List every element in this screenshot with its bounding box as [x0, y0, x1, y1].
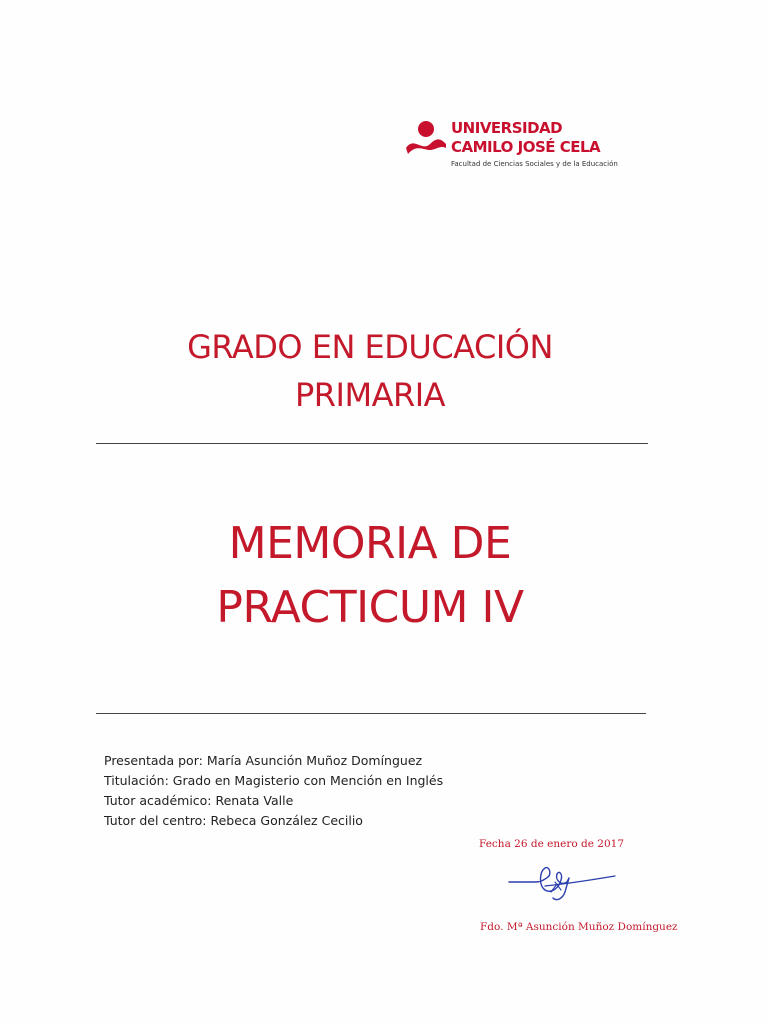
academic-tutor: Tutor académico: Renata Valle [104, 793, 294, 808]
degree-title: Titulación: Grado en Magisterio con Mención en Inglés [104, 773, 444, 788]
presented-by: Presentada por: María Asunción Muñoz Domínguez [104, 753, 423, 768]
author-info [104, 751, 443, 831]
document-title [0, 512, 740, 640]
university-logo [404, 118, 664, 178]
signed-by: Fdo. Mª Asunción Muñoz Domínguez [480, 921, 678, 933]
logo-university-line2: CAMILO JOSÉ CELA [451, 138, 601, 156]
degree-heading [0, 323, 740, 419]
document-title-line2: PRACTICUM IV [216, 582, 524, 633]
document-title-line1: MEMORIA DE [228, 518, 512, 569]
degree-heading-line1: GRADO EN EDUCACIÓN [187, 328, 553, 366]
university-emblem-icon [404, 118, 446, 160]
divider-bottom [96, 713, 646, 714]
signature-date: Fecha 26 de enero de 2017 [479, 838, 625, 850]
logo-university-line1: UNIVERSIDAD [451, 119, 563, 137]
degree-heading-line2: PRIMARIA [294, 376, 446, 414]
divider-top [96, 443, 648, 444]
handwritten-signature [505, 852, 625, 912]
logo-faculty-name: Facultad de Ciencias Sociales y de la Educación [451, 160, 618, 168]
center-tutor: Tutor del centro: Rebeca González Cecilio [104, 813, 363, 828]
